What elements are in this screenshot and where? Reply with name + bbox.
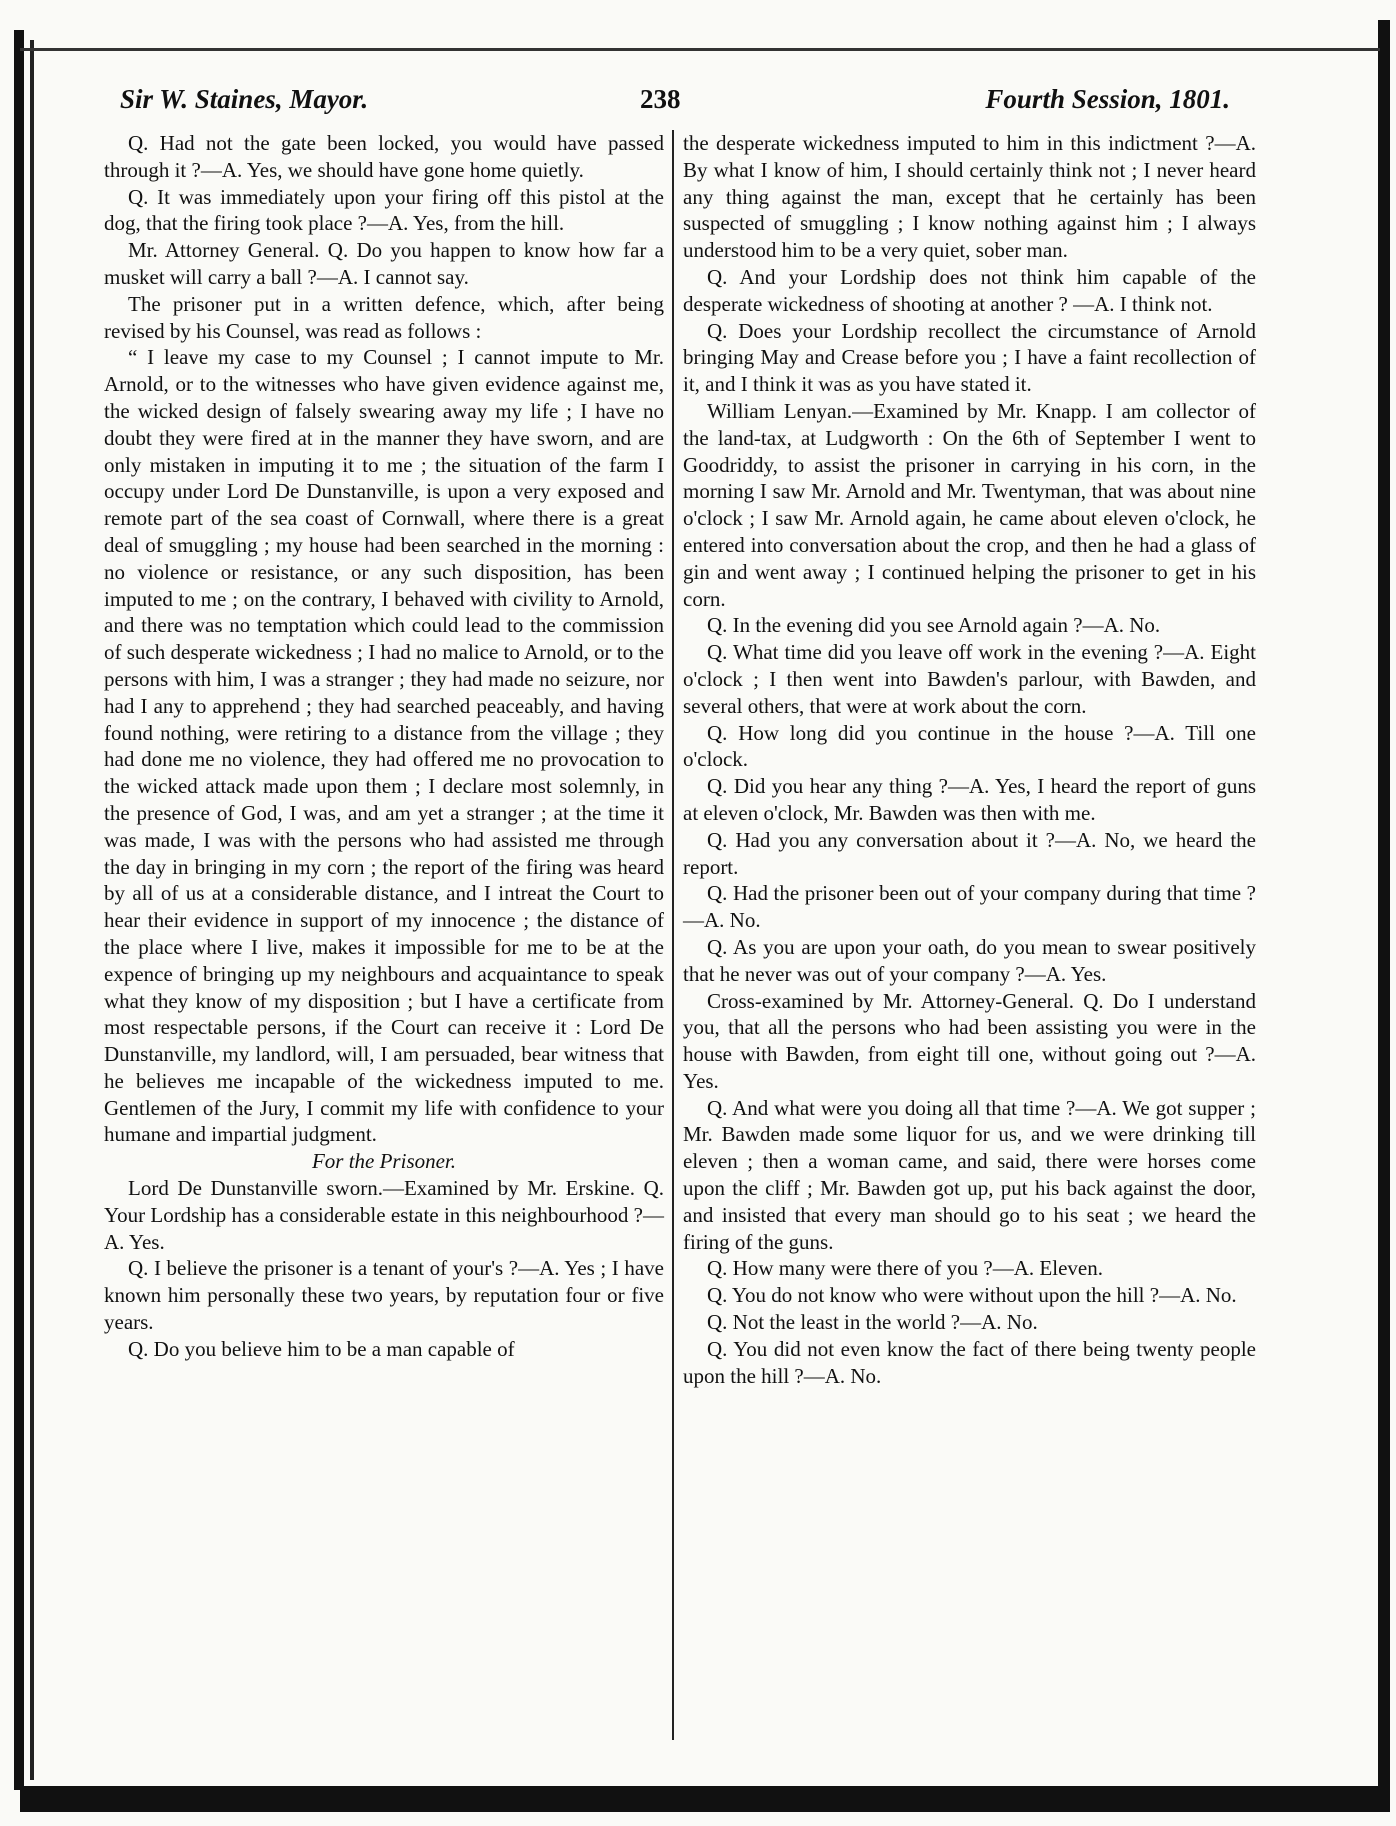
- scan-border-right: [1378, 20, 1390, 1800]
- header-right: Fourth Session, 1801.: [985, 84, 1230, 114]
- paragraph: The prisoner put in a written defence, which, after being revised by his Counsel, was read as follows :: [104, 291, 664, 343]
- paragraph: Q. Does your Lordship recollect the circumstance of Arnold bringing May and Crease before you ; I have a faint recollection of it, and I think it was as you have stated it.: [683, 318, 1256, 397]
- paragraph: Q. You did not even know the fact of there being twenty people upon the hill ?—A. No.: [683, 1336, 1256, 1388]
- paragraph: the desperate wickedness imputed to him in this indictment ?—A. By what I know of him, I should certainly think not ; I never heard any thing against the man, except that he certainly has been suspected of smuggling ; I know nothing against him ; I always understood him to be a very quiet, sober man.: [683, 131, 1256, 263]
- paragraph: Q. And your Lordship does not think him capable of the desperate wickedness of shooting at another ? —A. I think not.: [683, 264, 1256, 316]
- scan-border-top: [20, 48, 1380, 51]
- paragraph: Q. How many were there of you ?—A. Eleven.: [707, 1256, 1103, 1281]
- section-heading: For the Prisoner.: [311, 1149, 457, 1174]
- left-column: [104, 130, 664, 1363]
- scan-border-bottom: [20, 1786, 1390, 1812]
- scan-border-left-inner: [30, 40, 34, 1780]
- right-column: [683, 130, 1256, 1389]
- paragraph: William Lenyan.—Examined by Mr. Knapp. I am collector of the land-tax, at Ludgworth : On the 6th of September I went to Goodriddy, to assist the prisoner in carrying in his corn, in the morning I saw Mr. Arnold and Mr. Twentyman, that was about nine o'clock ; I saw Mr. Arnold again, he came about eleven o'clock, he entered into conversation about the crop, and then he had a glass of gin and went away ; I continued helping the prisoner to get in his corn.: [683, 398, 1256, 611]
- paragraph: “ I leave my case to my Counsel ; I cannot impute to Mr. Arnold, or to the witnesses who have given evidence against me, the wicked design of falsely swearing away my life ; I have no doubt they were fired at in the manner they have sworn, and are only mistaken in imputing it to me ; the situation of the farm I occupy under Lord De Dunstanville, is upon a very exposed and remote part of the sea coast of Cornwall, where there is a great deal of smuggling ; my house had been searched in the morning : no violence or resistance, or any such disposition, has been imputed to me ; on the contrary, I behaved with civility to Arnold, and there was no temptation which could lead to the commission of such desperate wickedness ; I had no malice to Arnold, or to the persons with him, I was a stranger ; they had made no seizure, nor had I any to apprehend ; they had searched peaceably, and having found nothing, were retiring to a distance from the village ; they had done me no violence, they had offered me no provocation to the wicked attack made upon them ; I declare most solemnly, in the presence of God, I was, and am yet a stranger ; at the time it was made, I was with the persons who had assisted me through the day in bringing in my corn ; the report of the firing was heard by all of us at a considerable distance, and I intreat the Court to hear their evidence in support of my innocence ; the distance of the place where I live, makes it impossible for me to be at the expence of bringing up my neighbours and acquaintance to speak what they know of my disposition ; but I have a certificate from most respectable persons, if the Court can receive it : Lord De Dunstanville, my landlord, will, I am persuaded, bear witness that he believes me incapable of the wickedness imputed to me. Gentlemen of the Jury, I commit my life with confidence to your humane and impartial judgment.: [104, 345, 664, 1147]
- paragraph: Q. Do you believe him to be a man capable of: [128, 1336, 515, 1361]
- paragraph: Q. I believe the prisoner is a tenant of your's ?—A. Yes ; I have known him personally these two years, by reputation four or five years.: [104, 1256, 664, 1335]
- paragraph: Q. How long did you continue in the house ?—A. Till one o'clock.: [683, 720, 1256, 772]
- page-number: 238: [640, 84, 681, 114]
- paragraph: Q. Not the least in the world ?—A. No.: [707, 1310, 1038, 1335]
- paragraph: Q. As you are upon your oath, do you mean to swear positively that he never was out of your company ?—A. Yes.: [683, 934, 1256, 986]
- paragraph: Q. You do not know who were without upon the hill ?—A. No.: [707, 1283, 1237, 1308]
- paragraph: Cross-examined by Mr. Attorney-General. Q. Do I understand you, that all the persons who had been assisting you were in the house with Bawden, from eight till one, without going out ?—A. Yes.: [683, 988, 1256, 1093]
- paragraph: Lord De Dunstanville sworn.—Examined by Mr. Erskine. Q. Your Lordship has a considerable estate in this neighbourhood ?—A. Yes.: [104, 1176, 664, 1254]
- paragraph: Q. Had the prisoner been out of your company during that time ?—A. No.: [683, 881, 1256, 933]
- paragraph: Q. Had not the gate been locked, you would have passed through it ?—A. Yes, we should have gone home quietly.: [104, 131, 664, 182]
- paragraph: Q. And what were you doing all that time ?—A. We got supper ; Mr. Bawden made some liquor for us, and we were drinking till eleven ; then a woman came, and said, there were horses come upon the cliff ; Mr. Bawden got up, put his back against the door, and insisted that every man should go to his seat ; we heard the firing of the guns.: [683, 1095, 1256, 1254]
- paragraph: Q. Had you any conversation about it ?—A. No, we heard the report.: [683, 827, 1256, 879]
- header-left: Sir W. Staines, Mayor.: [120, 84, 369, 114]
- paragraph: Q. In the evening did you see Arnold again ?—A. No.: [707, 613, 1161, 638]
- paragraph: Mr. Attorney General. Q. Do you happen to know how far a musket will carry a ball ?—A. I cannot say.: [104, 238, 664, 289]
- paragraph: Q. Did you hear any thing ?—A. Yes, I heard the report of guns at eleven o'clock, Mr. Bawden was then with me.: [683, 774, 1256, 825]
- scan-border-left: [14, 30, 24, 1790]
- column-divider: [672, 130, 674, 1740]
- paragraph: Q. What time did you leave off work in the evening ?—A. Eight o'clock ; I then went into Bawden's parlour, with Bawden, and several others, that were at work about the corn.: [683, 640, 1256, 718]
- paragraph: Q. It was immediately upon your firing off this pistol at the dog, that the firing took place ?—A. Yes, from the hill.: [104, 184, 664, 236]
- running-header: [120, 84, 1230, 124]
